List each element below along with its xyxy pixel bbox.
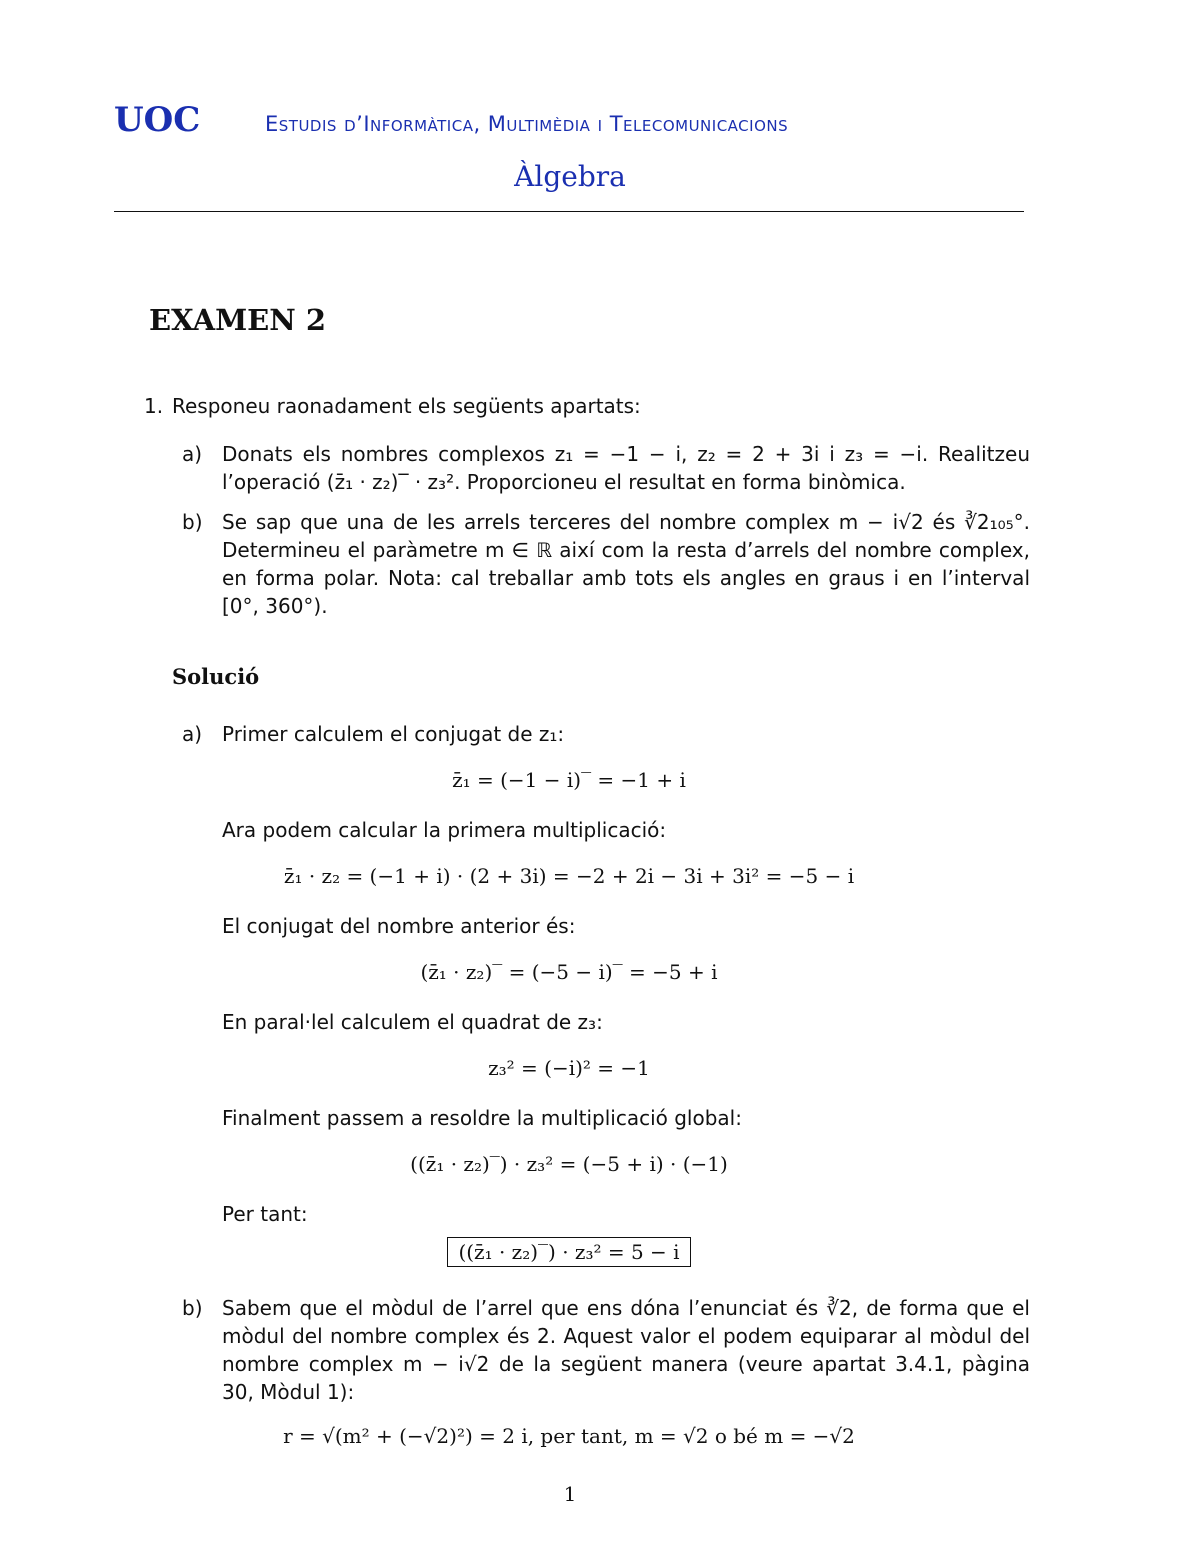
equation-modulus: r = √(m² + (−√2)²) = 2 i, per tant, m = √2 o bé m = −√2	[283, 1424, 855, 1448]
final-result-box: ((z̄₁ · z₂)‾) · z₃² = 5 − i	[447, 1237, 690, 1267]
solution-text-global: Finalment passem a resoldre la multiplicació global:	[222, 1106, 742, 1130]
solution-text-multiplication: Ara podem calcular la primera multiplicació:	[222, 818, 667, 842]
question-number: 1.	[144, 394, 164, 418]
solution-a-intro: Primer calculem el conjugat de z₁:	[222, 722, 565, 746]
equation-conjugate-product: (z̄₁ · z₂)‾ = (−5 − i)‾ = −5 + i	[420, 960, 718, 984]
question-intro: Responeu raonadament els següents apartats:	[172, 394, 641, 418]
equation-z3-squared: z₃² = (−i)² = −1	[488, 1056, 650, 1080]
solution-b-marker: b)	[182, 1296, 203, 1320]
header-divider	[114, 211, 1024, 212]
exam-title: EXAMEN 2	[149, 303, 327, 337]
equation-product: z̄₁ · z₂ = (−1 + i) · (2 + 3i) = −2 + 2i − 3i + 3i² = −5 − i	[283, 864, 855, 888]
solution-heading: Solució	[172, 664, 260, 689]
solution-b-text: Sabem que el mòdul de l’arrel que ens dóna l’enunciat és ∛2, de forma que el mòdul del nombre complex és 2. Aquest valor el podem equiparar al mòdul del nombre complex m − i√2 de la següent manera (veure apartat 3.4.1, pàgina 30, Mòdul 1):	[222, 1296, 1030, 1404]
page-number: 1	[563, 1482, 577, 1506]
equation-global: ((z̄₁ · z₂)‾) · z₃² = (−5 + i) · (−1)	[410, 1152, 728, 1176]
equation-conjugate-z1: z̄₁ = (−1 − i)‾ = −1 + i	[452, 768, 686, 792]
department-name: Estudis d’Informàtica, Multimèdia i Telecomunicacions	[265, 112, 789, 136]
question-b-text: Se sap que una de les arrels terceres del nombre complex m − i√2 és ∛2₁₀₅°. Determineu el paràmetre m ∈ ℝ així com la resta d’arrels del nombre complex, en forma polar. Nota: cal treballar amb tots els angles en graus i en l’interval [0°, 360°).	[222, 510, 1030, 618]
solution-text-square: En paral·lel calculem el quadrat de z₃:	[222, 1010, 603, 1034]
uoc-logo: UOC	[114, 100, 201, 140]
solution-text-conjugate: El conjugat del nombre anterior és:	[222, 914, 576, 938]
solution-text-therefore: Per tant:	[222, 1202, 308, 1226]
course-title: Àlgebra	[514, 160, 626, 193]
question-b-marker: b)	[182, 510, 203, 534]
solution-a-marker: a)	[182, 722, 203, 746]
final-result-wrapper	[114, 1240, 1024, 1264]
question-a-marker: a)	[182, 442, 203, 466]
question-a-text: Donats els nombres complexos z₁ = −1 − i, z₂ = 2 + 3i i z₃ = −i. Realitzeu l’operació (z̄₁ · z₂)‾ · z₃². Proporcioneu el resultat en forma binòmica.	[222, 442, 1030, 494]
